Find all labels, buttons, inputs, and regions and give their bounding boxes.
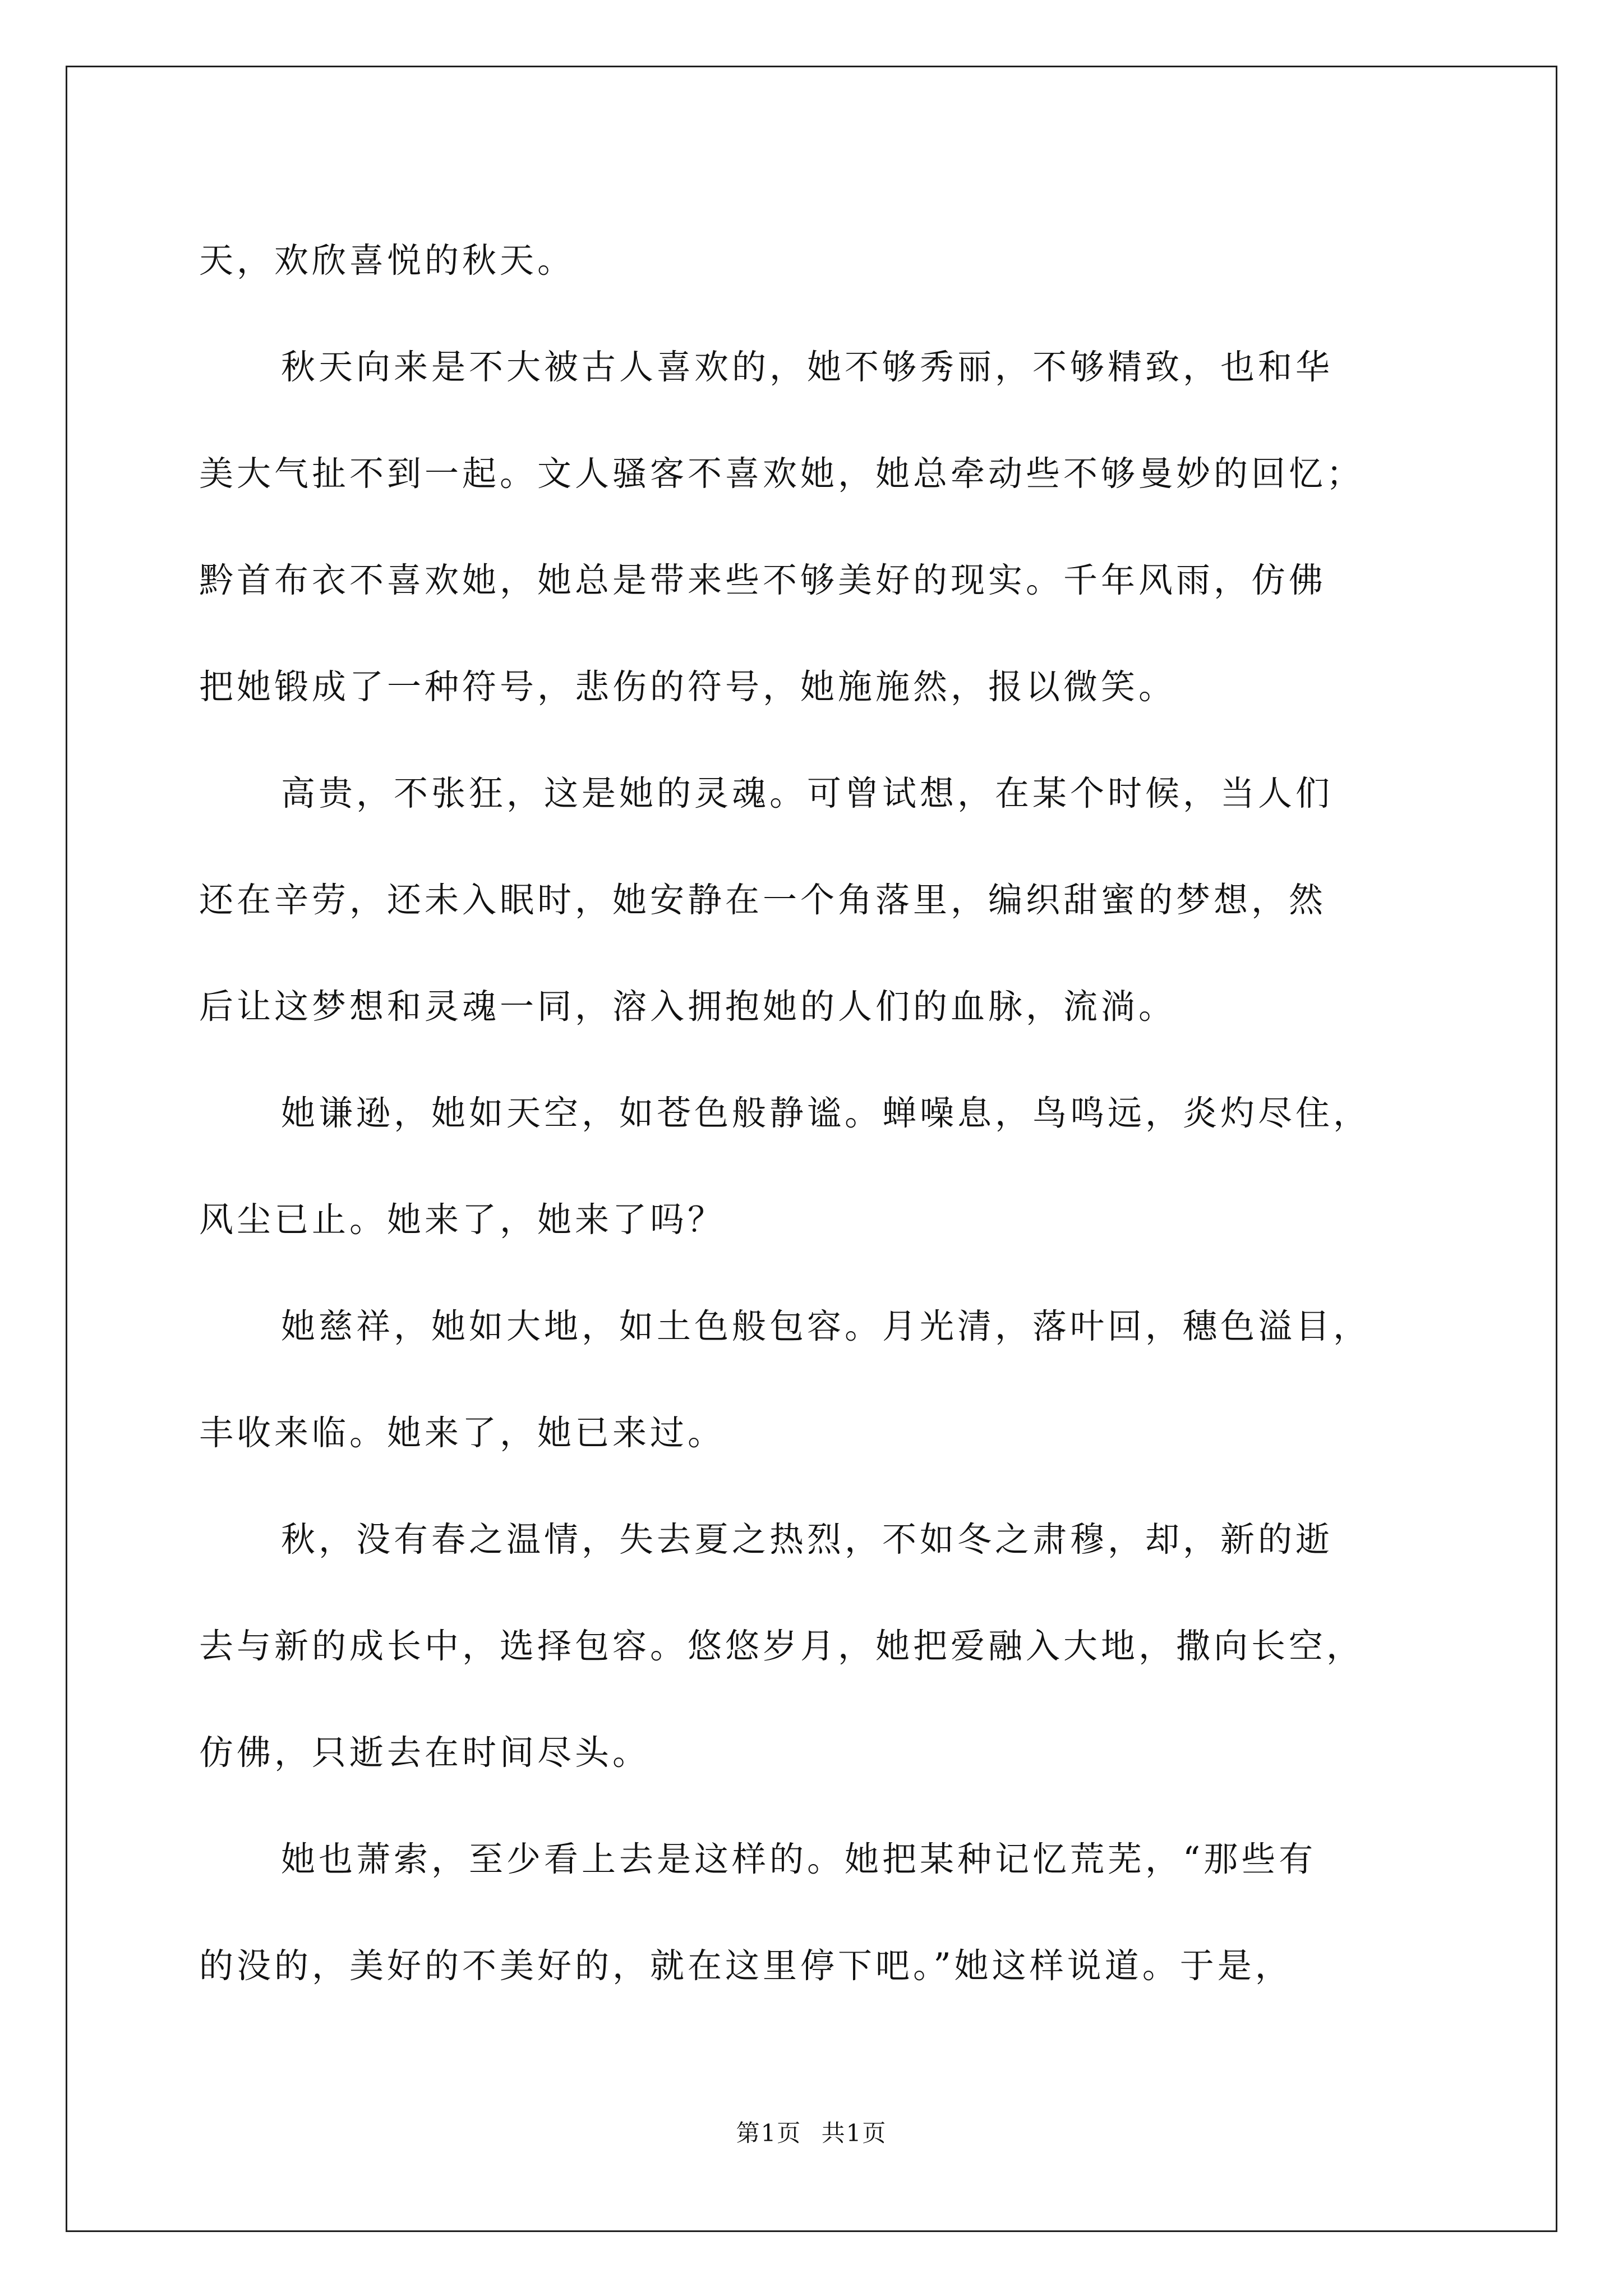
- paragraph-2: [199, 314, 1438, 740]
- text-line: 美大气扯不到一起。文人骚客不喜欢她，她总牵动些不够曼妙的回忆；: [199, 454, 1364, 494]
- text-line: 把她锻成了一种符号，悲伤的符号，她施施然，报以微笑。: [199, 667, 1177, 707]
- text-line: 的没的，美好的不美好的，就在这里停下吧。”她这样说道。于是，: [199, 1946, 1293, 1986]
- paragraph-7: [199, 1806, 1438, 2019]
- text-line: 高贵，不张狂，这是她的灵魂。可曾试想，在某个时候，当人们: [281, 774, 1334, 813]
- paragraph-3: [199, 740, 1438, 1060]
- text-line: 后让这梦想和灵魂一同，溶入拥抱她的人们的血脉，流淌。: [199, 987, 1177, 1027]
- page-total: 共1页: [821, 2119, 887, 2147]
- text-line: 她谦逊，她如天空，如苍色般静谧。蝉噪息，鸟鸣远，炎灼尽住，: [281, 1093, 1371, 1133]
- text-line: 天，欢欣喜悦的秋天。: [199, 241, 575, 280]
- text-line: 去与新的成长中，选择包容。悠悠岁月，她把爱融入大地，撒向长空，: [199, 1626, 1364, 1666]
- page-footer: [0, 2115, 1623, 2148]
- text-line: 她也萧索，至少看上去是这样的。她把某种记忆荒芜，“那些有: [281, 1839, 1317, 1879]
- text-line: 秋，没有春之温情，失去夏之热烈，不如冬之肃穆，却，新的逝: [281, 1520, 1334, 1559]
- text-line: 丰收来临。她来了，她已来过。: [199, 1413, 726, 1453]
- page-number: 第1页: [736, 2119, 802, 2147]
- paragraph-6: [199, 1487, 1438, 1806]
- document-body: [199, 208, 1438, 2019]
- paragraph-4: [199, 1060, 1438, 1273]
- text-line: 秋天向来是不大被古人喜欢的，她不够秀丽，不够精致，也和华: [281, 347, 1334, 387]
- paragraph-1: [199, 208, 1438, 314]
- text-line: 黔首布衣不喜欢她，她总是带来些不够美好的现实。千年风雨，仿佛: [199, 560, 1327, 600]
- text-line: 还在辛劳，还未入眠时，她安静在一个角落里，编织甜蜜的梦想，然: [199, 880, 1327, 920]
- text-line: 她慈祥，她如大地，如土色般包容。月光清，落叶回，穗色溢目，: [281, 1306, 1371, 1346]
- text-line: 风尘已止。她来了，她来了吗？: [199, 1200, 726, 1240]
- text-line: 仿佛，只逝去在时间尽头。: [199, 1733, 651, 1773]
- paragraph-5: [199, 1273, 1438, 1487]
